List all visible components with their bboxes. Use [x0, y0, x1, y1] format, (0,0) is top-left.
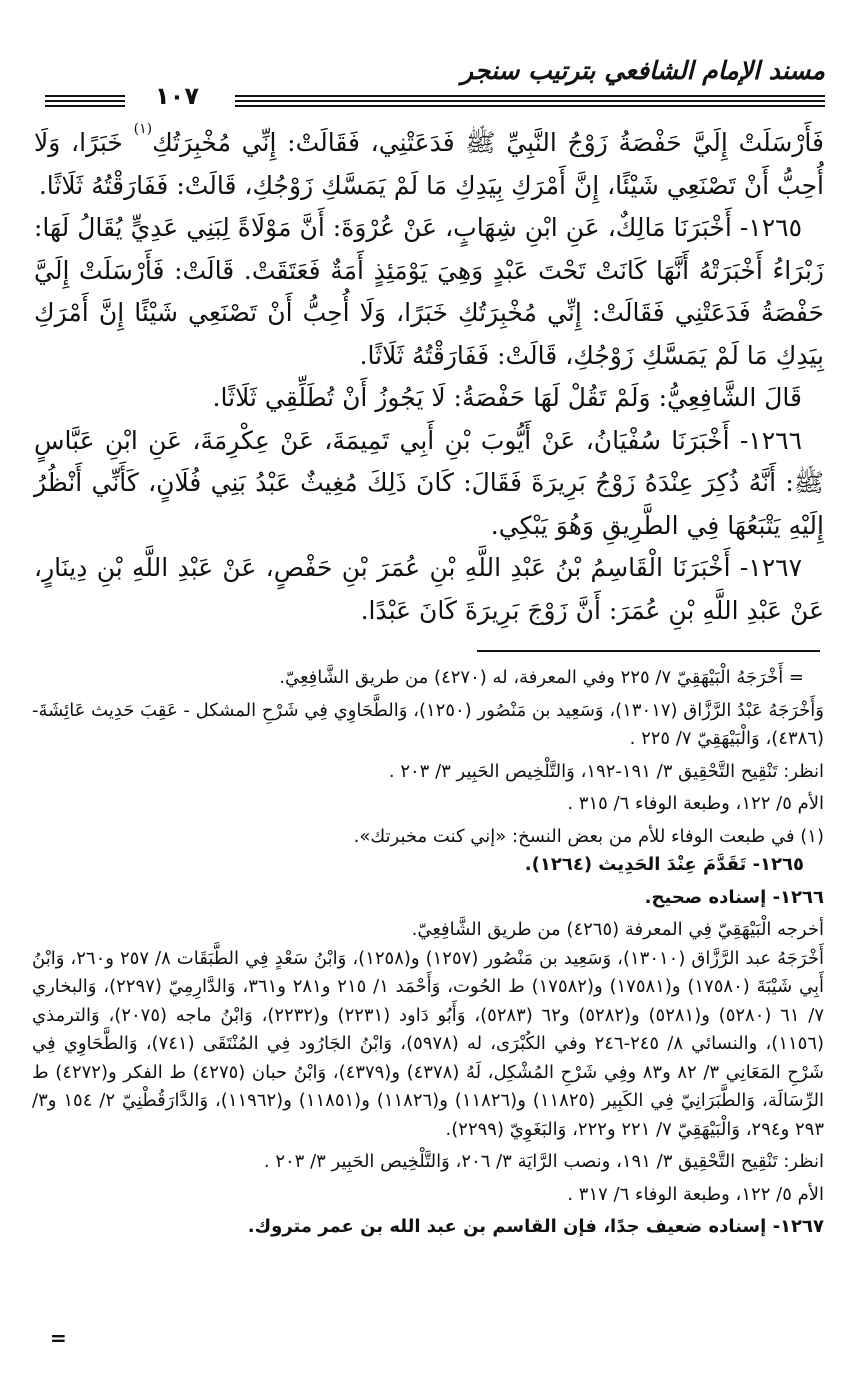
note-line: أخرجه الْبَيْهَقِيّ فِي المعرفة (٤٢٦٥) من طريق الشَّافِعِيّ.	[411, 919, 824, 940]
hadith-1266: ١٢٦٦- أَخْبَرَنَا سُفْيَانُ، عَنْ أَيُّوبَ بْنِ أَبِي تَمِيمَةَ، عَنْ عِكْرِمَةَ، عَنِ ابْنِ عَبَّاسٍ ﷺ: أَنَّهُ ذُكِرَ عِنْدَهُ زَوْجُ بَرِيرَةَ فَقَالَ: كَانَ ذَلِكَ مُغِيثٌ عَبْدُ بَنِي فُلَانٍ، كَأَنِّي أَنْظُرُ إِلَيْهِ يَتْبَعُهَا فِي الطَّرِيقِ وَهُوَ يَبْكِي.	[34, 425, 824, 540]
hadith-1265: ١٢٦٥- أَخْبَرَنَا مَالِكٌ، عَنِ ابْنِ شِهَابٍ، عَنْ عُرْوَةَ: أَنَّ مَوْلَاةً لِبَنِي عَدِيٍّ يُقَالُ لَهَا: زَبْرَاءُ أَخْبَرَتْهُ أَنَّهَا كَانَتْ تَحْتَ عَبْدٍ وَهِيَ يَوْمَئِذٍ أَمَةٌ فَعَتَقَتْ. قَالَتْ: فَأَرْسَلَتْ إِلَيَّ حَفْصَةُ فَدَعَتْنِي فَقَالَتْ: إِنِّي مُخْبِرَتُكِ خَبَرًا، وَلَا أُحِبُّ أَنْ تَصْنَعِي شَيْئًا إِنَّ أَمْرَكِ بِيَدِكِ مَا لَمْ يَمَسَّكِ زَوْجُكِ، قَالَتْ: فَفَارَقْتُهُ ثَلَاثًا.	[34, 213, 824, 370]
header-rule-right	[235, 95, 825, 110]
note-line: أَخْرَجَهُ عبد الرَّزَّاق (١٣٠١٠)، وَسَعِيد بن مَنْصُور (١٢٥٧) و(١٢٥٨)، وَابْنُ سَعْدٍ فِي الطَّبَقَات ٨/ ٢٥٧ و٢٦٠، وَابْنُ أَبِي شَيْبَةَ (١٧٥٨٠) و(١٧٥٨١) و(١٧٥٨٢) ط الحُوت، وَأَحْمَد ١/ ٢١٥ و٢٨١ و٣٦١، وَالدَّارِمِيّ (٢٢٩٧)، وَالبخاري ٧/ ٦١ (٥٢٨٠) و(٥٢٨١) و(٥٢٨٢) و٦٢ (٥٢٨٣)، وَأَبُو دَاود (٢٢٣١) و(٢٢٣٢)، وَابْنُ ماجه (٢٠٧٥)، وَالترمذي (١١٥٦)، والنسائي ٨/ ٢٤٥-٢٤٦ وفي الكُبْرَى، له (٥٩٧٨)، وَابْنُ الجَارُود فِي المُنْتَقَى (٧٤١)، وَالطَّحَاوِي فِي شَرْحِ المَعَانِي ٣/ ٨٢ و٨٣ وفِي شَرْحِ المُشْكِل، لَهُ (٤٣٧٨) و(٤٣٧٩)، وَابْنُ حبان (٤٢٧٥) ط الفكر و(٤٢٧٢) ط الرِّسَالَة، وَالطَّبَرَانِيّ فِي الكَبِير (١١٨٢٥) و(١١٨٢٦) و(١١٨٢٦) و(١١٨٥١) و(١١٩٦٢)، وَالدَّارَقُطْنِيّ ٢/ ١٥٤ و٣/ ٢٩٣ و٢٩٤، وَالْبَيْهَقِيّ ٧/ ٢٢١ و٢٢٢، وَالبَغَوِيّ (٢٢٩٩).	[32, 947, 825, 1140]
note-line: وَأَخْرَجَهُ عَبْدُ الرَّزَّاق (١٣٠١٧)، وَسَعِيد بن مَنْصُور (١٢٥٠)، وَالطَّحَاوِي فِي شَرْحِ المشكل - عَقِبَ حَدِيث عَائِشَةَ- (٤٣٨٦)، وَالْبَيْهَقِيّ ٧/ ٢٢٥ .	[32, 699, 824, 749]
continuation-mark: =	[50, 1326, 67, 1350]
note-line: انظر: تَنْقِيح التَّحْقِيق ٣/ ١٩١، ونصب الرَّايَة ٣/ ٢٠٦، وَالتَّلْخِيص الحَبِير ٣/ ٢٠٣ .	[263, 1151, 824, 1172]
note-line: الأم ٥/ ١٢٢، وطبعة الوفاء ٦/ ٣١٥ .	[567, 793, 824, 814]
page-header	[45, 56, 825, 108]
main-text	[34, 122, 824, 632]
note-1265: ١٢٦٥- تَقَدَّمَ عِنْدَ الحَدِيث (١٢٦٤).	[524, 854, 804, 875]
hadith-continuation-text: فَأَرْسَلَتْ إِلَيَّ حَفْصَةُ زَوْجُ النَّبِيِّ ﷺ فَدَعَتْنِي، فَقَالَتْ: إِنِّي مُخْبِرَتُكِ	[152, 128, 824, 157]
footnote-1: (١) في طبعت الوفاء للأم من بعض النسخ: «إني كنت مخبرتك».	[353, 825, 824, 847]
header-rule-left	[45, 95, 125, 110]
footnote-separator	[477, 650, 820, 652]
footnote-ref-1: (١)	[133, 121, 153, 137]
hadith-1267: ١٢٦٧- أَخْبَرَنَا الْقَاسِمُ بْنُ عَبْدِ اللَّهِ بْنِ عُمَرَ بْنِ حَفْصٍ، عَنْ عَبْدِ اللَّهِ بْنِ دِينَارٍ، عَنْ عَبْدِ اللَّهِ بْنِ عُمَرَ: أَنَّ زَوْجَ بَرِيرَةَ كَانَ عَبْدًا.	[34, 553, 824, 625]
page-number: ١٠٧	[155, 82, 199, 110]
note-line: الأم ٥/ ١٢٢، وطبعة الوفاء ٦/ ٣١٧ .	[567, 1183, 824, 1205]
note-1266: ١٢٦٦- إسناده صحيح.	[644, 886, 824, 908]
hadith-continuation	[34, 122, 824, 207]
shafii-comment: قَالَ الشَّافِعِيُّ: وَلَمْ تَقُلْ لَهَا حَفْصَةُ: لَا يَجُوزُ أَنْ تُطَلِّقِي ثَلَاثًا.	[212, 383, 802, 412]
note-line: انظر: تَنْقِيح التَّحْقِيق ٣/ ١٩١-١٩٢، وَالتَّلْخِيص الحَبِير ٣/ ٢٠٣ .	[388, 760, 824, 782]
note-line: = أَخْرَجَهُ الْبَيْهَقِيّ ٧/ ٢٢٥ وفي المعرفة، له (٤٢٧٠) من طريق الشَّافِعِيّ.	[279, 667, 804, 688]
running-title: مسند الإمام الشافعي بترتيب سنجر	[461, 56, 825, 85]
hadith-continuation-rest: خَبَرًا، وَلَا أُحِبُّ أَنْ تَصْنَعِي شَيْئًا، إِنَّ أَمْرَكِ بِيَدِكِ مَا لَمْ يَمَسَّكِ زَوْجُكِ، قَالَتْ: فَفَارَقْتُهُ ثَلَاثًا.	[34, 128, 824, 200]
note-1267: ١٢٦٧- إسناده ضعيف جدًا، فإن القاسم بن عبد الله بن عمر متروك.	[247, 1216, 824, 1237]
footnotes	[32, 664, 824, 1242]
